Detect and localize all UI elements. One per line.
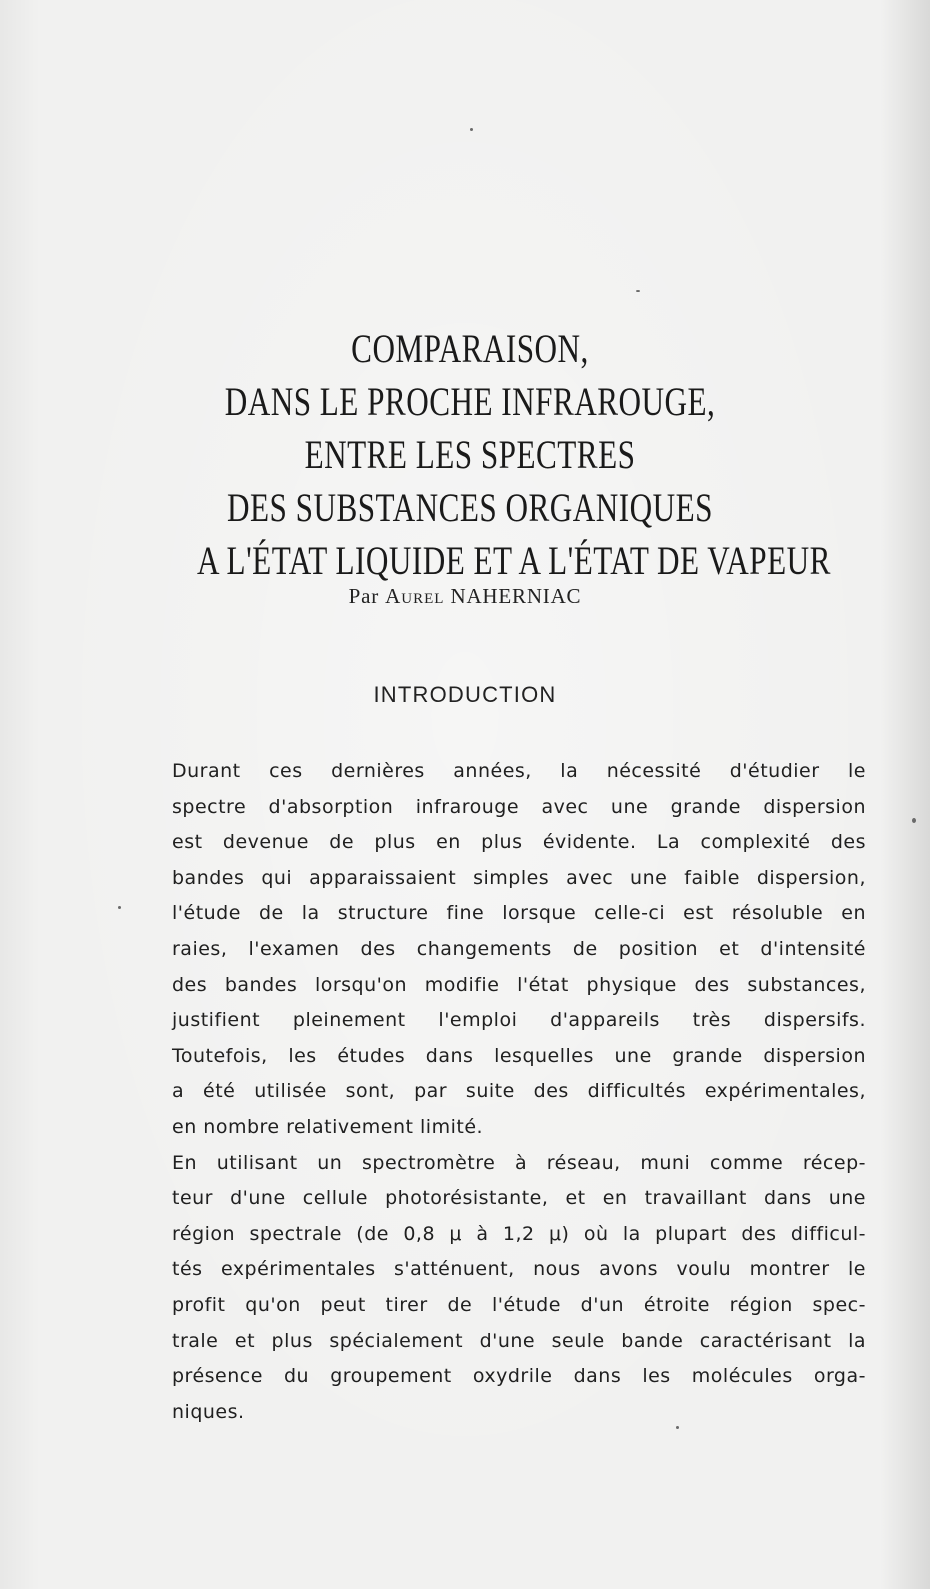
text-line: profit qu'on peut tirer de l'étude d'un étroite région spec- (172, 1293, 866, 1316)
text-line: a été utilisée sont, par suite des difficultés expérimentales, (172, 1080, 866, 1103)
scan-speck (912, 818, 916, 823)
text-line: Toutefois, les études dans lesquelles une grande dispersion (172, 1044, 866, 1067)
text-line: tés expérimentales s'atténuent, nous avons voulu montrer le (172, 1258, 866, 1281)
scan-speck (470, 128, 473, 131)
text-line: trale et plus spécialement d'une seule bande caractérisant la (172, 1329, 866, 1352)
paragraph-2 (144, 1146, 866, 1431)
title-line: ENTRE LES SPECTRES (304, 432, 636, 477)
text-line: Durant ces dernières années, la nécessité d'étudier le (172, 760, 866, 782)
text-line: teur d'une cellule photorésistante, et en travaillant dans une (172, 1187, 866, 1210)
scan-speck (636, 290, 640, 292)
text-line: en nombre relativement limité. (172, 1115, 484, 1138)
text-line: spectre d'absorption infrarouge avec une grande dispersion (172, 795, 866, 818)
article-title (197, 322, 831, 587)
text-line: raies, l'examen des changements de position et d'intensité (172, 937, 866, 960)
text-line: l'étude de la structure fine lorsque celle-ci est résoluble en (172, 902, 866, 925)
text-line: justifient pleinement l'emploi d'appareils très dispersifs. (172, 1009, 866, 1032)
text-line: bandes qui apparaissaient simples avec une faible dispersion, (172, 866, 866, 889)
author-last-name: NAHERNIAC (450, 584, 582, 608)
body-text (144, 754, 866, 1430)
text-line: des bandes lorsqu'on modifie l'état physique des substances, (172, 973, 866, 996)
text-line: niques. (172, 1400, 245, 1423)
text-line: En utilisant un spectromètre à réseau, muni comme récep- (172, 1151, 866, 1174)
text-line: présence du groupement oxydrile dans les molécules orga- (172, 1365, 866, 1388)
title-line: A L'ÉTAT LIQUIDE ET A L'ÉTAT DE VAPEUR (197, 538, 831, 583)
scan-speck (118, 906, 121, 909)
author-prefix: Par (348, 584, 380, 608)
text-line: région spectrale (de 0,8 μ à 1,2 μ) où la plupart des difficul- (172, 1222, 866, 1245)
text-line: est devenue de plus en plus évidente. La complexité des (172, 831, 866, 854)
scan-speck (676, 1426, 679, 1429)
title-line: COMPARAISON, (351, 326, 589, 371)
paragraph-1 (144, 754, 866, 1146)
author-byline (0, 584, 930, 609)
author-first-name: Aurel (385, 584, 445, 608)
section-heading: INTRODUCTION (373, 682, 557, 707)
title-line: DES SUBSTANCES ORGANIQUES (227, 485, 713, 530)
title-line: DANS LE PROCHE INFRAROUGE, (224, 379, 716, 424)
